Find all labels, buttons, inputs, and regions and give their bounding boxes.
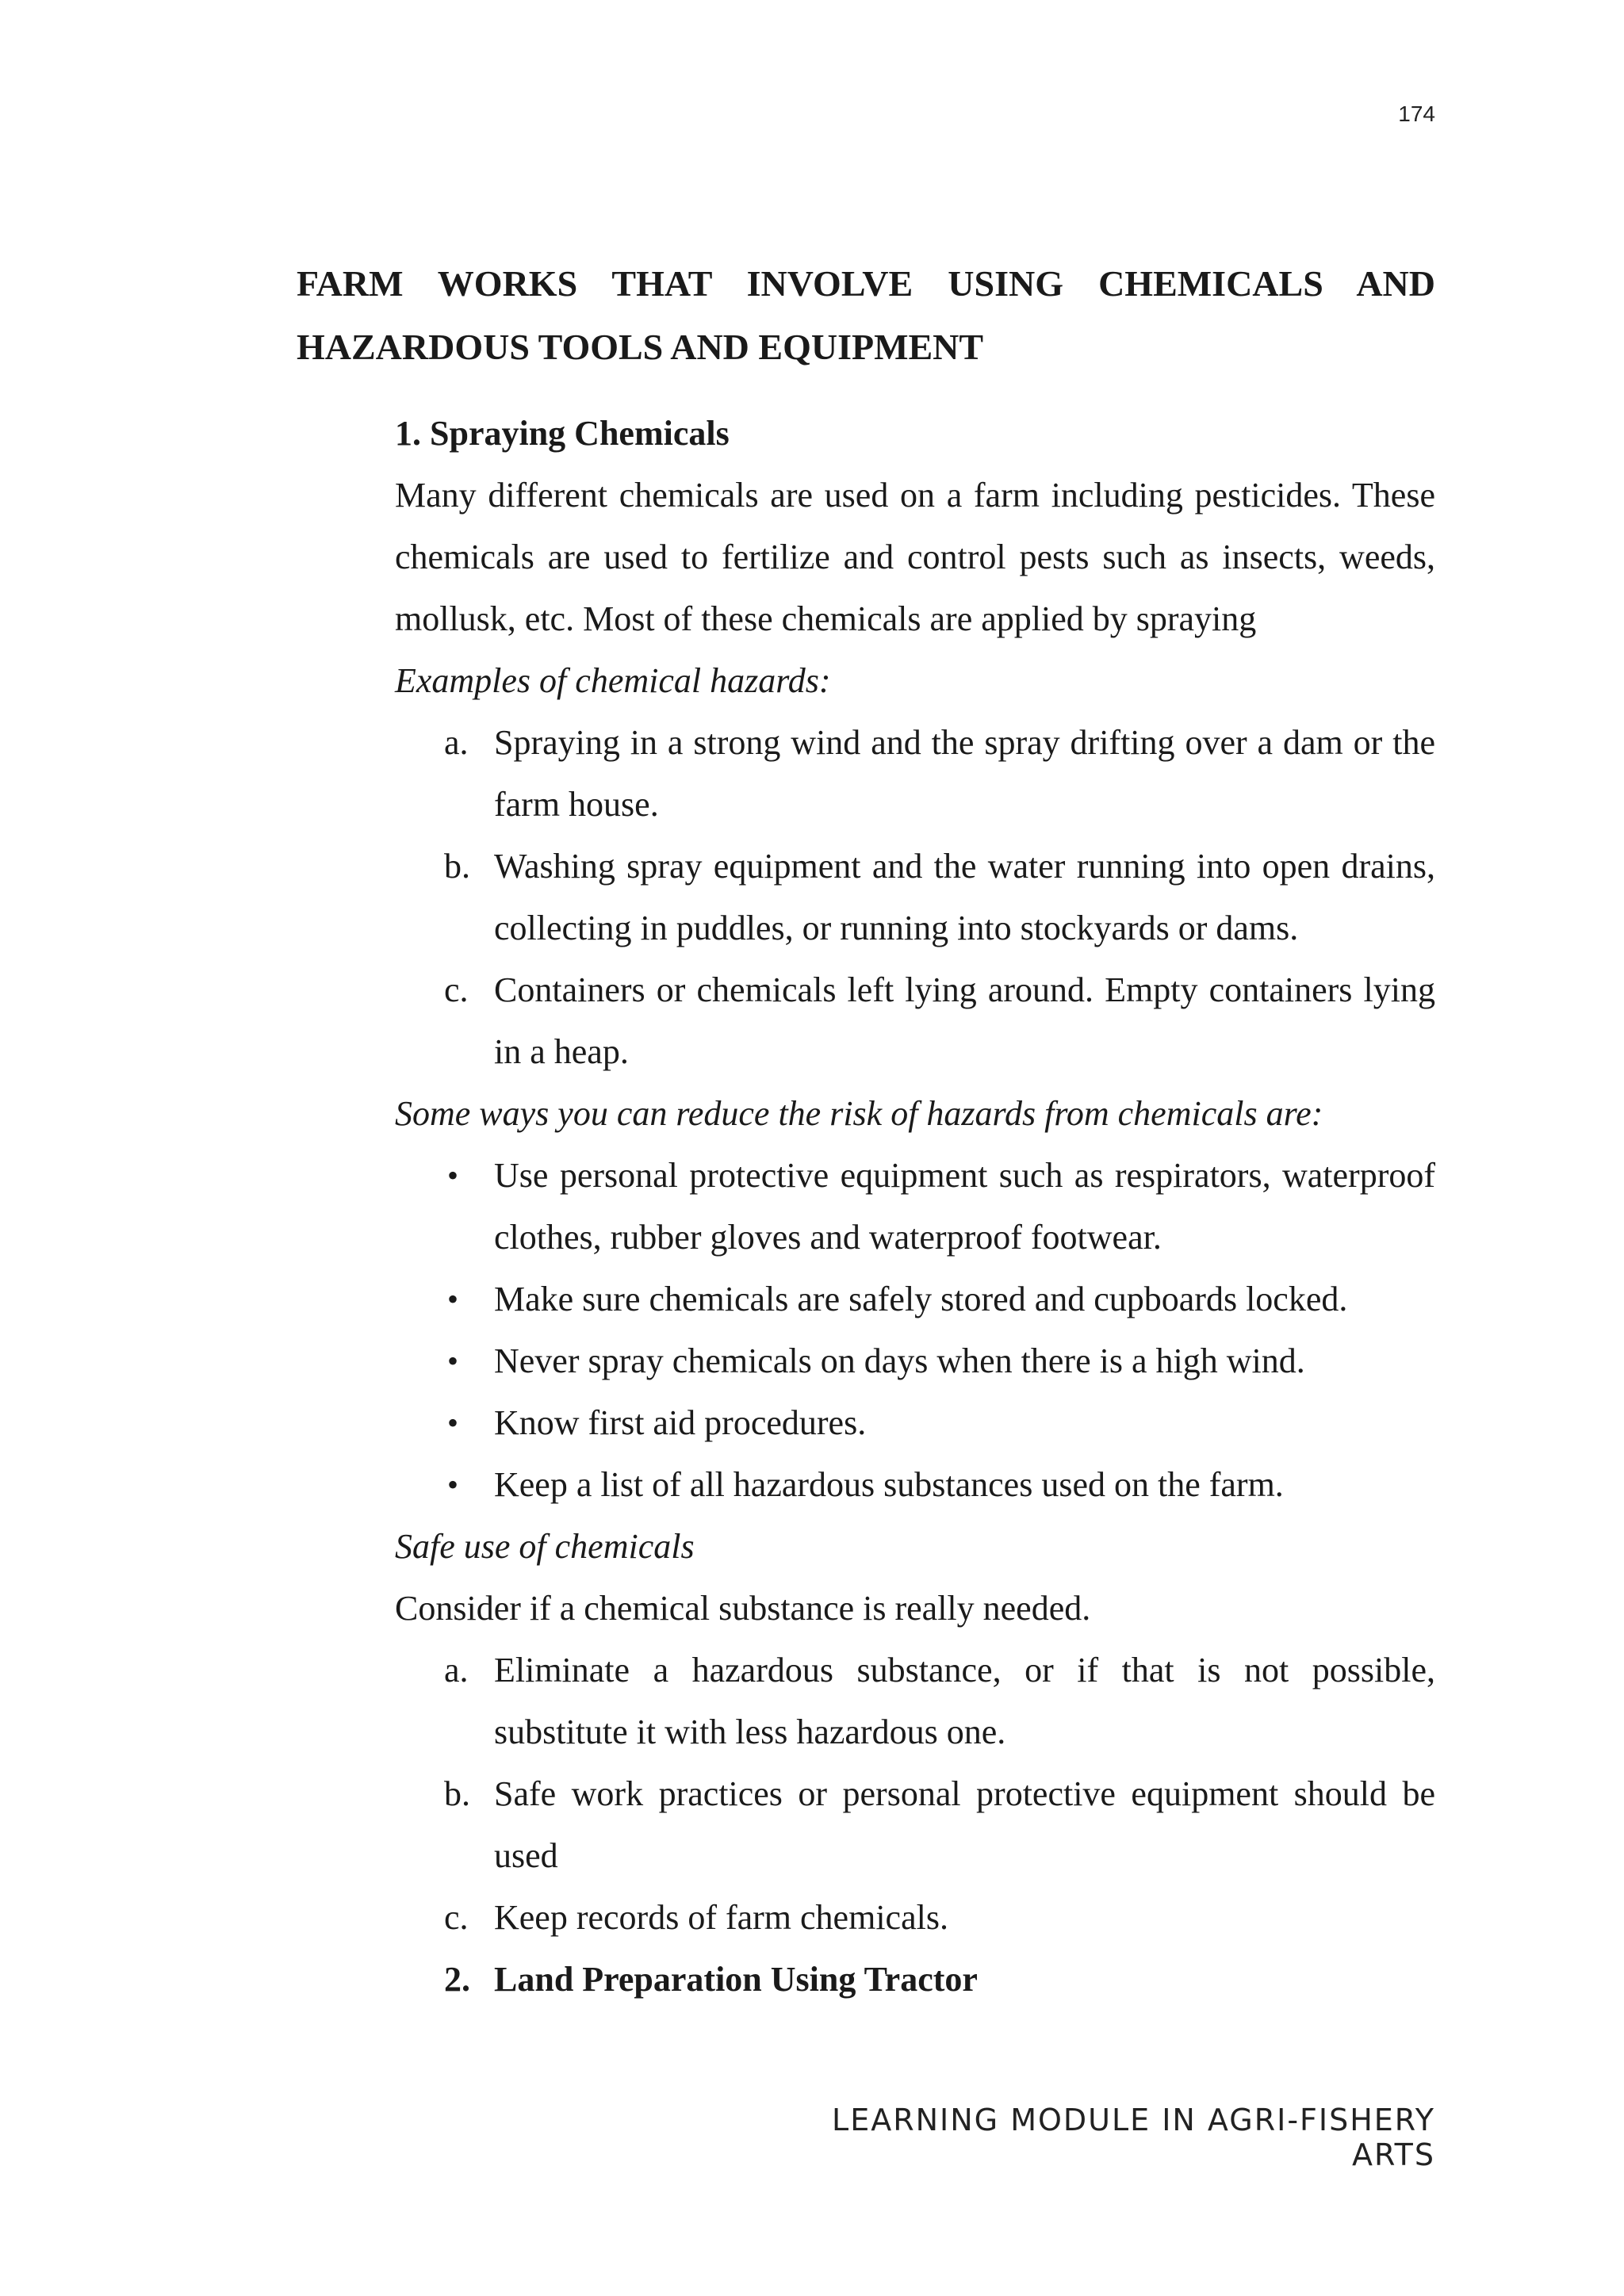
chemical-hazards-list <box>395 712 1435 1083</box>
section-heading-land-preparation <box>395 1949 1435 2011</box>
list-marker: a. <box>444 1651 469 1689</box>
safe-use-list <box>395 1640 1435 2011</box>
page-number: 174 <box>1398 101 1435 126</box>
section-heading-spraying: 1. Spraying Chemicals <box>395 414 730 453</box>
bullet-icon: • <box>447 1405 459 1441</box>
list-item <box>395 1145 1435 1269</box>
list-item-text: Make sure chemicals are safely stored and cupboards locked. <box>494 1280 1348 1318</box>
list-item-text: Know first aid procedures. <box>494 1403 867 1442</box>
list-item-text: Eliminate a hazardous substance, or if that is not possible, substitute it with less hazardous one. <box>494 1651 1435 1751</box>
list-marker: 2. <box>444 1960 470 1999</box>
bullet-icon: • <box>447 1343 459 1379</box>
page-title-line-1: FARM WORKS THAT INVOLVE USING CHEMICALS AND <box>297 263 1435 304</box>
list-marker: b. <box>444 1774 470 1813</box>
list-item <box>395 1763 1435 1887</box>
page-title <box>297 252 1435 379</box>
risk-reduction-heading: Some ways you can reduce the risk of hazards from chemicals are: <box>395 1094 1323 1133</box>
safe-use-intro: Consider if a chemical substance is really needed. <box>395 1589 1091 1628</box>
list-marker: c. <box>444 1898 469 1937</box>
list-item-text: Keep records of farm chemicals. <box>494 1898 948 1937</box>
list-item-text: Washing spray equipment and the water running into open drains, collecting in puddles, or running into stockyards or dams. <box>494 847 1435 947</box>
list-marker: b. <box>444 847 470 886</box>
bullet-icon: • <box>447 1158 459 1193</box>
list-item-text: Never spray chemicals on days when there is a high wind. <box>494 1341 1305 1380</box>
list-item <box>395 1269 1435 1330</box>
list-item-text: Safe work practices or personal protective equipment should be used <box>494 1774 1435 1875</box>
main-content <box>395 403 1435 2011</box>
footer-module-title: LEARNING MODULE IN AGRI-FISHERY ARTS <box>832 2103 1435 2172</box>
list-item <box>395 1887 1435 1949</box>
list-item-text: Use personal protective equipment such as respirators, waterproof clothes, rubber gloves and waterproof footwear. <box>494 1156 1435 1257</box>
list-item <box>395 1392 1435 1454</box>
list-item <box>395 836 1435 959</box>
list-item <box>395 1454 1435 1516</box>
bullet-icon: • <box>447 1467 459 1502</box>
list-item-text: Spraying in a strong wind and the spray drifting over a dam or the farm house. <box>494 723 1435 824</box>
list-item <box>395 1640 1435 1763</box>
bullet-icon: • <box>447 1281 459 1317</box>
list-marker: c. <box>444 970 469 1009</box>
list-item <box>395 712 1435 836</box>
list-item <box>395 1330 1435 1392</box>
section-intro-paragraph: Many different chemicals are used on a farm including pesticides. These chemicals are used to fertilize and control pests such as insects, weeds, mollusk, etc. Most of these chemicals are applied by spraying <box>395 476 1435 638</box>
list-marker: a. <box>444 723 469 762</box>
examples-heading: Examples of chemical hazards: <box>395 661 831 700</box>
list-item-text: Keep a list of all hazardous substances used on the farm. <box>494 1465 1284 1504</box>
page-title-line-2: HAZARDOUS TOOLS AND EQUIPMENT <box>297 327 984 367</box>
list-item-text: Containers or chemicals left lying around. Empty containers lying in a heap. <box>494 970 1435 1071</box>
list-item <box>395 959 1435 1083</box>
safe-use-heading: Safe use of chemicals <box>395 1527 695 1566</box>
risk-reduction-list <box>395 1145 1435 1516</box>
list-item-text: Land Preparation Using Tractor <box>494 1960 978 1999</box>
